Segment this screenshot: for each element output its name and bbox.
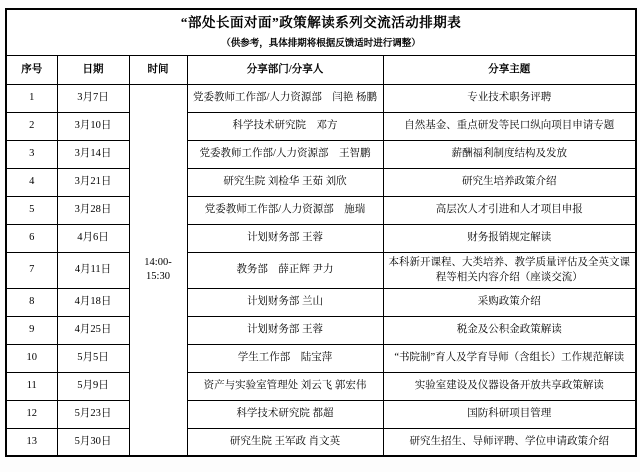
row-no: 2 [6, 112, 57, 140]
table-row [6, 428, 636, 456]
row-topic: 财务报销规定解读 [383, 224, 636, 252]
row-topic: “书院制”育人及学育导师（含组长）工作规范解读 [383, 344, 636, 372]
row-date: 5月5日 [57, 344, 129, 372]
row-date: 4月18日 [57, 288, 129, 316]
row-dept: 研究生院 刘检华 王茹 刘欣 [187, 168, 383, 196]
row-topic: 高层次人才引进和人才项目申报 [383, 196, 636, 224]
table-row [6, 168, 636, 196]
page-title: “部处长面对面”政策解读系列交流活动排期表 [180, 15, 462, 31]
row-date: 5月9日 [57, 372, 129, 400]
col-header-topic: 分享主题 [383, 55, 636, 84]
title-block [6, 9, 636, 55]
table-row [6, 84, 636, 112]
table-row [6, 400, 636, 428]
row-dept: 科学技术研究院 都超 [187, 400, 383, 428]
row-dept: 教务部 薛正辉 尹力 [187, 252, 383, 288]
row-topic: 自然基金、重点研发等民口纵向项目申请专题 [383, 112, 636, 140]
row-dept: 研究生院 王军政 肖文英 [187, 428, 383, 456]
row-dept: 科学技术研究院 邓方 [187, 112, 383, 140]
row-dept: 计划财务部 王蓉 [187, 224, 383, 252]
row-no: 5 [6, 196, 57, 224]
row-topic: 专业技术职务评聘 [383, 84, 636, 112]
table-row [6, 252, 636, 288]
page-subtitle: （供参考，具体排期将根据反馈适时进行调整） [221, 38, 421, 49]
table-row [6, 316, 636, 344]
row-topic: 税金及公积金政策解读 [383, 316, 636, 344]
row-dept: 资产与实验室管理处 刘云飞 郭宏伟 [187, 372, 383, 400]
row-topic: 研究生招生、导师评聘、学位申请政策介绍 [383, 428, 636, 456]
row-dept: 党委教师工作部/人力资源部 闫艳 杨鹏 [187, 84, 383, 112]
time-line1: 14:00- [144, 256, 172, 268]
row-date: 4月6日 [57, 224, 129, 252]
schedule-table [5, 8, 637, 457]
row-dept: 学生工作部 陆宝萍 [187, 344, 383, 372]
row-dept: 计划财务部 王蓉 [187, 316, 383, 344]
row-no: 12 [6, 400, 57, 428]
row-no: 3 [6, 140, 57, 168]
table-row [6, 112, 636, 140]
row-date: 5月30日 [57, 428, 129, 456]
row-date: 3月10日 [57, 112, 129, 140]
col-header-date: 日期 [57, 55, 129, 84]
row-date: 4月25日 [57, 316, 129, 344]
col-header-no: 序号 [6, 55, 57, 84]
row-no: 6 [6, 224, 57, 252]
row-no: 8 [6, 288, 57, 316]
time-merged-cell [129, 84, 187, 456]
row-date: 3月28日 [57, 196, 129, 224]
row-dept: 计划财务部 兰山 [187, 288, 383, 316]
row-no: 11 [6, 372, 57, 400]
header-row [6, 55, 636, 84]
row-no: 4 [6, 168, 57, 196]
table-row [6, 372, 636, 400]
row-no: 9 [6, 316, 57, 344]
row-topic: 研究生培养政策介绍 [383, 168, 636, 196]
row-dept: 党委教师工作部/人力资源部 施瑞 [187, 196, 383, 224]
table-row [6, 288, 636, 316]
row-date: 3月14日 [57, 140, 129, 168]
row-no: 7 [6, 252, 57, 288]
col-header-dept: 分享部门/分享人 [187, 55, 383, 84]
row-no: 10 [6, 344, 57, 372]
row-no: 1 [6, 84, 57, 112]
table-row [6, 196, 636, 224]
row-topic: 国防科研项目管理 [383, 400, 636, 428]
row-topic: 本科新开课程、大类培养、教学质量评估及全英文课程等相关内容介绍（座谈交流） [383, 252, 636, 288]
row-date: 3月7日 [57, 84, 129, 112]
row-topic: 采购政策介绍 [383, 288, 636, 316]
row-date: 4月11日 [57, 252, 129, 288]
row-date: 3月21日 [57, 168, 129, 196]
row-date: 5月23日 [57, 400, 129, 428]
time-line2: 15:30 [146, 270, 170, 282]
title-row [6, 9, 636, 55]
table-row [6, 140, 636, 168]
row-dept: 党委教师工作部/人力资源部 王智鹏 [187, 140, 383, 168]
table-row [6, 224, 636, 252]
row-topic: 实验室建设及仪器设备开放共享政策解读 [383, 372, 636, 400]
table-row [6, 344, 636, 372]
col-header-time: 时间 [129, 55, 187, 84]
row-topic: 薪酬福利制度结构及发放 [383, 140, 636, 168]
row-no: 13 [6, 428, 57, 456]
